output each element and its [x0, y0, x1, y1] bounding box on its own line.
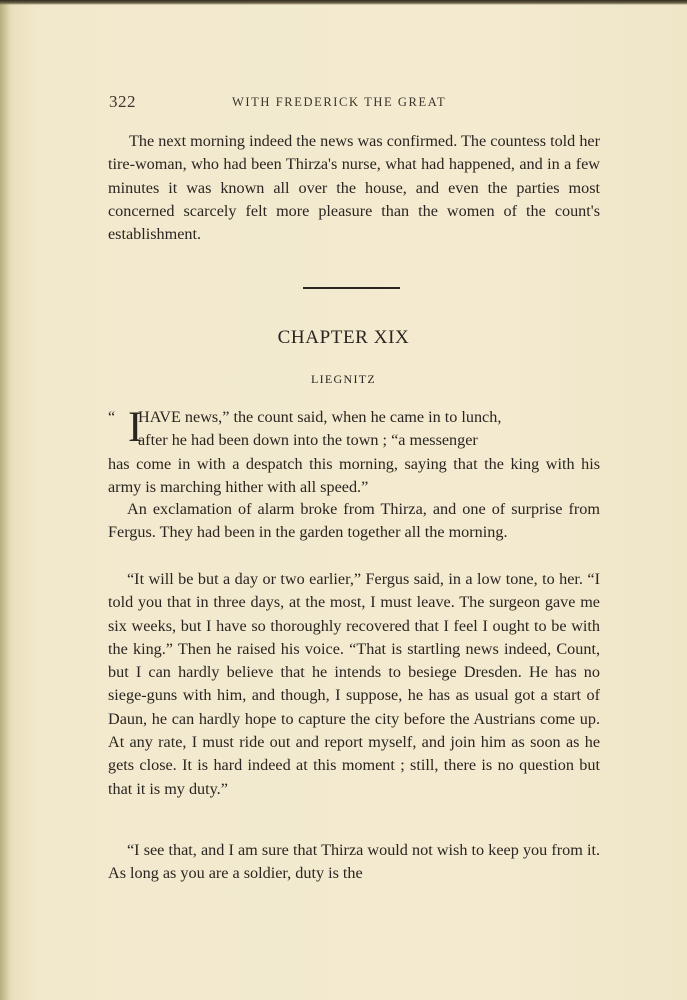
- paragraph-line: HAVE news,” the count said, when he came in to lunch,: [138, 408, 502, 426]
- paragraph-line: after he had been down into the town ; “a messenger: [138, 431, 478, 450]
- page-number: 322: [109, 92, 136, 111]
- running-head: WITH FREDERICK THE GREAT: [232, 95, 447, 109]
- chapter-heading: CHAPTER XIX: [277, 327, 410, 348]
- paragraph: An exclamation of alarm broke from Thirza, and one of surprise from Fergus. They had been in the garden together all the morning.: [108, 500, 600, 542]
- drop-cap: I: [128, 404, 143, 451]
- paragraph-line: has come in with a despatch this morning, saying that the king with his army is marching hither with all speed.”: [108, 454, 600, 496]
- section-divider-rule: [303, 287, 400, 289]
- chapter-subtitle: LIEGNITZ: [310, 372, 377, 386]
- paragraph: “I see that, and I am sure that Thirza would not wish to keep you from it. As long as you are a soldier, duty is the: [108, 841, 600, 883]
- opening-quote: “: [108, 409, 116, 426]
- paragraph: [108, 406, 600, 499]
- paragraph: The next morning indeed the news was confirmed. The countess told her tire-woman, who had been Thirza's nurse, what had happened, and in a few minutes it was known all over the house, and even the parties most concerned scarcely felt more pleasure than the women of the count's establishment.: [108, 132, 600, 244]
- binding-edge: [0, 0, 10, 1000]
- page-top-edge: [0, 0, 687, 5]
- paragraph: “It will be but a day or two earlier,” Fergus said, in a low tone, to her. “I told you that in three days, at the most, I must leave. The surgeon gave me six weeks, but I have so thoroughly recovered that I feel I ought to be with the king.” Then he raised his voice. “That is startling news indeed, Count, but I can hardly believe that he intends to besiege Dresden. He has no siege-guns with him, and though, I suppose, he has as usual got a start of Daun, he can hardly hope to capture the city before the Austrians come up. At any rate, I must ride out and report myself, and join him as soon as he gets close. It is hard indeed at this moment ; still, there is no question but that it is my duty.”: [108, 570, 600, 798]
